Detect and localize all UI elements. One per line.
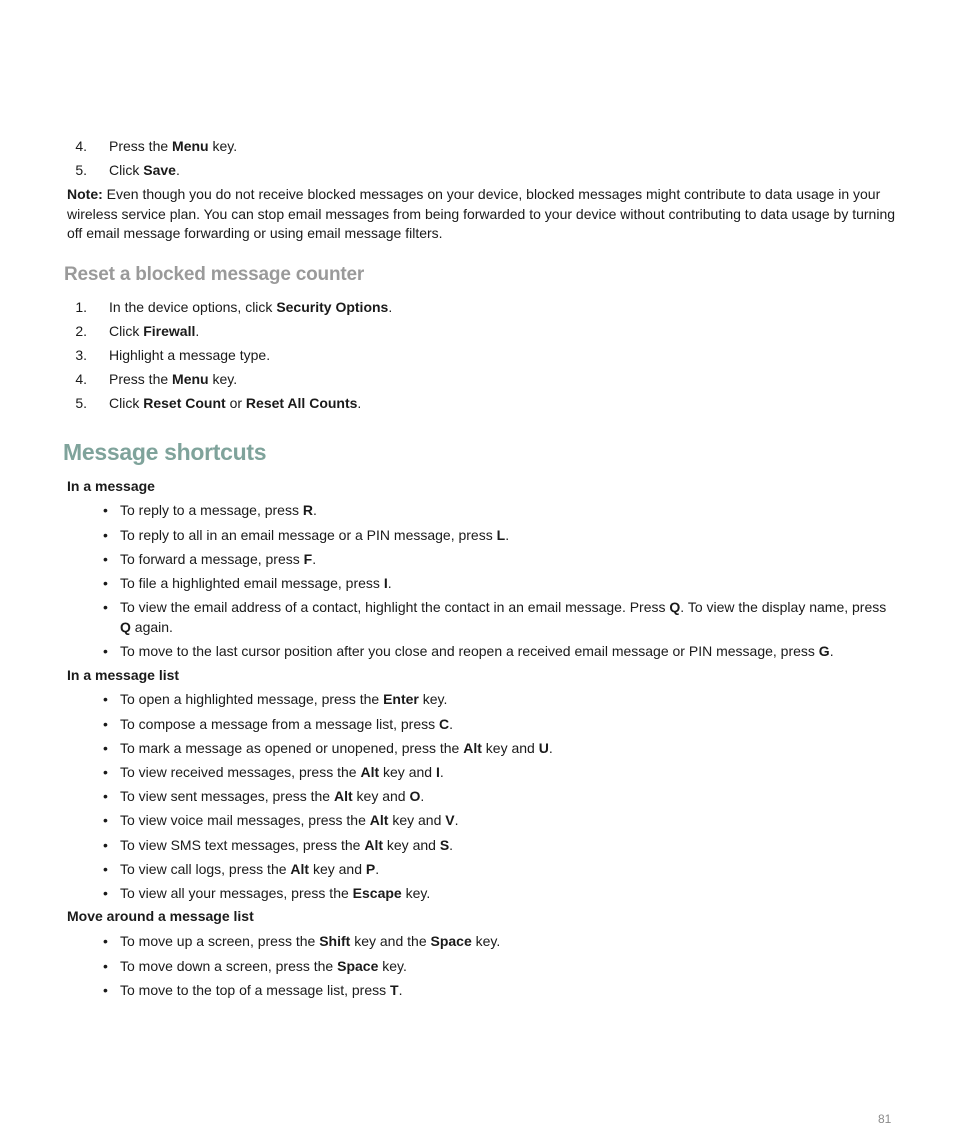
shortcut-text-part: To move to the last cursor position after you close and reopen a received email message or PIN message, press bbox=[120, 643, 819, 659]
shortcut-text-part: To move up a screen, press the bbox=[120, 933, 320, 949]
key-name: Alt bbox=[290, 861, 310, 877]
shortcut-item bbox=[103, 980, 893, 1000]
shortcut-text-part: . bbox=[312, 551, 317, 567]
step-text: In the device options, click bbox=[109, 299, 277, 315]
subheading-in-a-message-list: In a message list bbox=[67, 667, 180, 683]
key-name: Alt bbox=[334, 788, 353, 804]
shortcut-text-part: . bbox=[449, 716, 454, 732]
reset-step-4 bbox=[67, 370, 567, 388]
shortcut-text-part: To forward a message, press bbox=[120, 551, 304, 567]
step-number: 4. bbox=[75, 371, 87, 387]
shortcut-item bbox=[103, 810, 893, 830]
shortcut-text bbox=[120, 786, 893, 806]
shortcut-text bbox=[120, 956, 893, 976]
shortcut-text-part: key. bbox=[418, 691, 448, 707]
bullet-icon: • bbox=[103, 502, 108, 518]
bullet-icon: • bbox=[103, 599, 108, 615]
key-name: G bbox=[818, 643, 830, 659]
shortcut-text bbox=[120, 573, 893, 593]
shortcut-text-part: . bbox=[398, 982, 403, 998]
key-name: S bbox=[439, 837, 450, 853]
shortcut-text bbox=[120, 859, 893, 879]
key-name: Save bbox=[143, 162, 176, 178]
subheading-move-around: Move around a message list bbox=[67, 908, 254, 924]
shortcut-text bbox=[120, 689, 893, 709]
step-text: Click bbox=[109, 162, 144, 178]
shortcut-text-part: key. bbox=[378, 958, 407, 974]
shortcut-text bbox=[120, 835, 893, 855]
step-text: Press the bbox=[109, 138, 173, 154]
key-name: C bbox=[439, 716, 450, 732]
shortcut-text bbox=[120, 525, 893, 545]
bullet-icon: • bbox=[103, 740, 108, 756]
page-number: 81 bbox=[878, 1112, 892, 1126]
key-name: I bbox=[435, 764, 440, 780]
shortcut-text-part: To view the email address of a contact, highlight the contact in an email message. Press bbox=[120, 599, 670, 615]
shortcut-text-part: . bbox=[375, 861, 380, 877]
bullet-icon: • bbox=[103, 716, 108, 732]
shortcut-text-part: again. bbox=[130, 619, 173, 635]
bullet-icon: • bbox=[103, 575, 108, 591]
key-name: Space bbox=[430, 933, 472, 949]
note-text: Even though you do not receive blocked messages on your device, blocked messages might contribute to data usage in your wireless service plan. You can stop email messages from being forwarded to your device without contributing to data usage by turning off email message forwarding or using email message filters. bbox=[67, 186, 896, 241]
key-name: Alt bbox=[364, 837, 383, 853]
shortcut-text bbox=[120, 738, 893, 758]
shortcut-text-part: key and bbox=[309, 861, 366, 877]
shortcut-item bbox=[103, 641, 893, 661]
shortcut-text bbox=[120, 500, 893, 520]
shortcut-text-part: . To view the display name, press bbox=[680, 599, 887, 615]
shortcut-text-part: key. bbox=[471, 933, 501, 949]
shortcut-text-part: To reply to all in an email message or a PIN message, press bbox=[120, 527, 497, 543]
bullet-icon: • bbox=[103, 643, 108, 659]
key-name: Enter bbox=[383, 691, 419, 707]
shortcut-text-part: To file a highlighted email message, press bbox=[120, 575, 384, 591]
step-text: Click bbox=[109, 323, 144, 339]
shortcut-text bbox=[120, 714, 893, 734]
key-name: L bbox=[496, 527, 506, 543]
step-text: Click bbox=[109, 395, 144, 411]
option-name: Security Options bbox=[276, 299, 389, 315]
shortcut-item bbox=[103, 573, 893, 593]
shortcut-text-part: key and bbox=[383, 837, 440, 853]
step-text: key. bbox=[208, 371, 238, 387]
note-label: Note: bbox=[67, 186, 103, 202]
shortcut-text-part: . bbox=[387, 575, 392, 591]
shortcut-text-part: To reply to a message, press bbox=[120, 502, 303, 518]
shortcut-text bbox=[120, 931, 893, 951]
shortcut-text-part: . bbox=[454, 812, 459, 828]
step-number: 5. bbox=[75, 395, 87, 411]
step-number: 5. bbox=[75, 162, 87, 178]
shortcut-text bbox=[120, 762, 893, 782]
shortcut-item bbox=[103, 883, 893, 903]
shortcut-text bbox=[120, 549, 893, 569]
bullet-icon: • bbox=[103, 788, 108, 804]
shortcut-item bbox=[103, 597, 893, 637]
step-5-save bbox=[67, 161, 467, 179]
bullet-icon: • bbox=[103, 812, 108, 828]
step-text: Press the bbox=[109, 371, 173, 387]
step-number: 4. bbox=[75, 138, 87, 154]
step-text: or bbox=[225, 395, 246, 411]
bullet-icon: • bbox=[103, 764, 108, 780]
shortcut-text-part: . bbox=[420, 788, 425, 804]
key-name: Space bbox=[337, 958, 379, 974]
shortcut-text-part: . bbox=[548, 740, 553, 756]
shortcut-item bbox=[103, 835, 893, 855]
option-name: Firewall bbox=[143, 323, 196, 339]
page-section-title: Message shortcuts bbox=[63, 439, 267, 465]
section-heading-reset-counter: Reset a blocked message counter bbox=[64, 264, 365, 285]
shortcut-item bbox=[103, 500, 893, 520]
key-name: R bbox=[302, 502, 313, 518]
step-number: 3. bbox=[75, 347, 87, 363]
shortcut-text-part: To view call logs, press the bbox=[120, 861, 291, 877]
reset-step-5 bbox=[67, 394, 567, 412]
shortcut-text bbox=[120, 883, 893, 903]
bullet-icon: • bbox=[103, 982, 108, 998]
key-name: Escape bbox=[352, 885, 402, 901]
shortcut-item bbox=[103, 689, 893, 709]
shortcut-item bbox=[103, 549, 893, 569]
bullet-icon: • bbox=[103, 933, 108, 949]
step-number: 2. bbox=[75, 323, 87, 339]
reset-step-2 bbox=[67, 322, 567, 340]
bullet-icon: • bbox=[103, 861, 108, 877]
key-name: Alt bbox=[369, 812, 389, 828]
reset-step-1 bbox=[67, 298, 567, 316]
shortcut-item bbox=[103, 859, 893, 879]
key-name: Menu bbox=[172, 138, 209, 154]
shortcut-text bbox=[120, 810, 893, 830]
shortcut-text-part: To mark a message as opened or unopened, press the bbox=[120, 740, 464, 756]
key-name: Alt bbox=[463, 740, 482, 756]
key-name: I bbox=[383, 575, 388, 591]
shortcut-item bbox=[103, 956, 893, 976]
shortcut-text bbox=[120, 597, 893, 637]
shortcut-text-part: key and bbox=[379, 764, 436, 780]
step-text: Highlight a message type. bbox=[109, 347, 271, 363]
bullet-icon: • bbox=[103, 551, 108, 567]
shortcut-text-part: To view received messages, press the bbox=[120, 764, 361, 780]
key-name: Alt bbox=[360, 764, 380, 780]
key-name: Shift bbox=[319, 933, 351, 949]
subheading-in-a-message: In a message bbox=[67, 478, 155, 494]
shortcut-text-part: To compose a message from a message list, press bbox=[120, 716, 440, 732]
bullet-icon: • bbox=[103, 958, 108, 974]
step-text: . bbox=[195, 323, 200, 339]
shortcut-text-part: key and bbox=[388, 812, 446, 828]
shortcut-text-part: key and bbox=[481, 740, 539, 756]
bullet-icon: • bbox=[103, 885, 108, 901]
shortcut-text-part: To view sent messages, press the bbox=[120, 788, 334, 804]
step-text: key. bbox=[208, 138, 238, 154]
shortcut-item bbox=[103, 786, 893, 806]
key-name: T bbox=[390, 982, 399, 998]
shortcut-item bbox=[103, 525, 893, 545]
key-name: Q bbox=[669, 599, 681, 615]
shortcut-item bbox=[103, 714, 893, 734]
bullet-icon: • bbox=[103, 691, 108, 707]
key-name: Q bbox=[120, 619, 131, 635]
shortcut-text-part: To view all your messages, press the bbox=[120, 885, 353, 901]
step-text: . bbox=[357, 395, 362, 411]
bullet-icon: • bbox=[103, 527, 108, 543]
key-name: Menu bbox=[172, 371, 209, 387]
shortcut-text-part: key and bbox=[352, 788, 410, 804]
shortcut-text-part: To open a highlighted message, press the bbox=[120, 691, 384, 707]
key-name: P bbox=[365, 861, 376, 877]
shortcut-text-part: . bbox=[313, 502, 317, 518]
shortcut-text-part: . bbox=[439, 764, 444, 780]
shortcut-text-part: . bbox=[829, 643, 834, 659]
step-text: . bbox=[388, 299, 393, 315]
bullet-icon: • bbox=[103, 837, 108, 853]
key-name: U bbox=[538, 740, 549, 756]
shortcut-text bbox=[120, 980, 893, 1000]
shortcut-item bbox=[103, 738, 893, 758]
shortcut-item bbox=[103, 931, 893, 951]
note-paragraph bbox=[67, 185, 897, 244]
shortcut-text-part: To move down a screen, press the bbox=[120, 958, 338, 974]
step-text: . bbox=[175, 162, 180, 178]
key-name: O bbox=[409, 788, 421, 804]
menu-item-name: Reset Count bbox=[143, 395, 226, 411]
shortcut-text-part: To move to the top of a message list, press bbox=[120, 982, 391, 998]
step-number: 1. bbox=[75, 299, 87, 315]
shortcut-text-part: key. bbox=[401, 885, 431, 901]
reset-step-3 bbox=[67, 346, 567, 364]
shortcut-text-part: . bbox=[449, 837, 454, 853]
step-4-menu bbox=[67, 137, 467, 155]
key-name: V bbox=[445, 812, 455, 828]
menu-item-name: Reset All Counts bbox=[245, 395, 358, 411]
shortcut-text-part: To view voice mail messages, press the bbox=[120, 812, 370, 828]
shortcut-item bbox=[103, 762, 893, 782]
shortcut-text-part: To view SMS text messages, press the bbox=[120, 837, 365, 853]
key-name: F bbox=[303, 551, 313, 567]
shortcut-text-part: key and the bbox=[350, 933, 431, 949]
shortcut-text-part: . bbox=[505, 527, 510, 543]
shortcut-text bbox=[120, 641, 893, 661]
